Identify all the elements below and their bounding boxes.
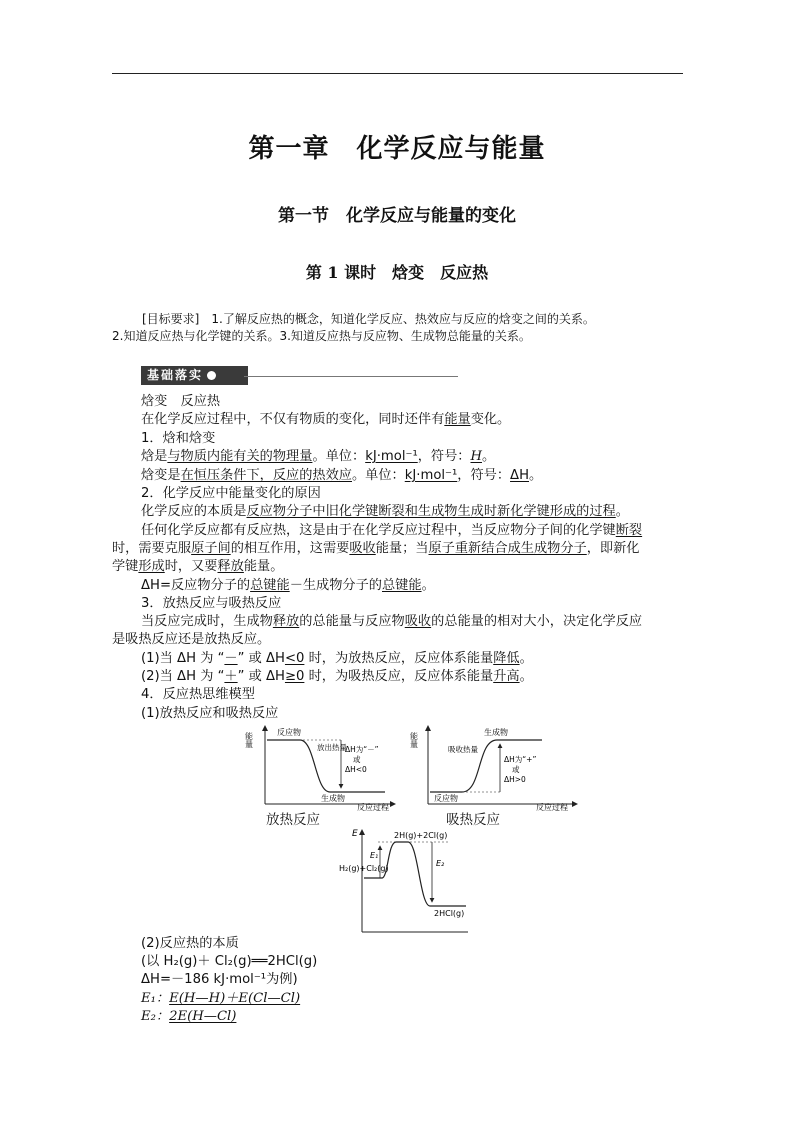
- endo-caption: 吸热反应: [446, 812, 500, 828]
- endo-dh-a: ΔH为“+”: [504, 755, 537, 764]
- delta-h-line: ΔH=－186 kJ·mol⁻¹为例): [141, 972, 298, 987]
- s2-line-4: 学键形成时，又要释放能量。: [112, 559, 284, 574]
- endothermic-diagram: [409, 722, 584, 812]
- chapter-title: 第一章 化学反应与能量: [248, 134, 546, 164]
- heading-main: 焓变 反应热: [141, 394, 221, 409]
- e1-line: E₁：E(H—H)＋E(Cl—Cl): [141, 991, 301, 1006]
- exo-arrow-label: 放出热量: [317, 743, 347, 752]
- s2-line-2: 任何化学反应都有反应热，这是由于在化学反应过程中，当反应物分子间的化学键断裂: [141, 523, 643, 538]
- goal-line-1: [目标要求] 1.了解反应热的概念，知道化学反应、热效应与反应的焓变之间的关系。: [142, 312, 595, 326]
- s4-sub1: (1)放热反应和吸热反应: [141, 706, 279, 721]
- s2-title: 2．化学反应中能量变化的原因: [141, 486, 321, 501]
- exo-dh-b: 或: [353, 755, 361, 764]
- goal-line-2: 2.知道反应热与化学键的关系。3.知道反应热与反应物、生成物总能量的关系。: [112, 329, 531, 343]
- endo-product-label: 生成物: [484, 728, 508, 737]
- lesson-title: 第 1 课时 焓变 反应热: [305, 263, 489, 282]
- goal-label: [目标要求]: [142, 312, 200, 326]
- s4-sub2: (2)反应热的本质: [141, 936, 239, 951]
- hcl-bottom-label: 2HCl(g): [434, 909, 465, 918]
- s2-line-1: 化学反应的本质是反应物分子中旧化学键断裂和生成物生成时新化学键形成的过程。: [141, 504, 629, 519]
- exo-x-label: 反应过程: [357, 803, 389, 812]
- s3-line-1: 当反应完成时，生成物释放的总能量与反应物吸收的总能量的相对大小，决定化学反应: [141, 614, 643, 629]
- banner-rule: [244, 376, 458, 377]
- equation-line: (以 H₂(g)＋ Cl₂(g)══2HCl(g): [141, 954, 318, 969]
- s1-title: 1．焓和焓变: [141, 431, 216, 446]
- endo-reactant-label: 反应物: [434, 794, 458, 803]
- hcl-energy-diagram: [338, 826, 472, 934]
- s3-line-2: 是吸热反应还是放热反应。: [112, 632, 271, 647]
- endo-y-label: 能量: [409, 732, 419, 748]
- s3-line-4: (2)当 ΔH 为 “＋” 或 ΔH≥0 时，为吸热反应，反应体系能量升高。: [141, 669, 533, 684]
- s1-line-1: 焓是与物质内能有关的物理量。单位：kJ·mol⁻¹，符号：H。: [141, 449, 496, 464]
- exo-reactant-label: 反应物: [277, 728, 301, 737]
- endo-arrow-label: 吸收热量: [448, 745, 478, 754]
- hcl-e2-label: E₂: [436, 859, 445, 868]
- exo-product-label: 生成物: [321, 794, 345, 803]
- hcl-e1-label: E₁: [370, 851, 379, 860]
- s3-title: 3．放热反应与吸热反应: [141, 596, 282, 611]
- s2-line-5: ΔH=反应物分子的总键能－生成物分子的总键能。: [141, 578, 435, 593]
- section-banner: 基础落实: [141, 366, 248, 385]
- e2-line: E₂：2E(H—Cl): [141, 1009, 237, 1024]
- exo-caption: 放热反应: [266, 812, 320, 828]
- exo-y-label: 能量: [244, 732, 254, 748]
- exo-dh-c: ΔH<0: [345, 765, 367, 774]
- s3-line-3: (1)当 ΔH 为 “－” 或 ΔH<0 时，为放热反应，反应体系能量降低。: [141, 651, 533, 666]
- intro-line: 在化学反应过程中，不仅有物质的变化，同时还伴有能量变化。: [141, 412, 511, 427]
- section-title: 第一节 化学反应与能量的变化: [278, 206, 516, 226]
- endo-x-label: 反应过程: [536, 803, 568, 812]
- hcl-top-label: 2H(g)+2Cl(g): [394, 831, 448, 840]
- endo-dh-b: 或: [512, 765, 520, 774]
- s2-line-3: 时，需要克服原子间的相互作用，这需要吸收能量；当原子重新结合成生成物分子，即新化: [112, 541, 640, 556]
- hcl-y-label: E: [352, 829, 358, 839]
- exo-dh-a: ΔH为“－”: [345, 745, 379, 754]
- endo-dh-c: ΔH>0: [504, 775, 526, 784]
- s1-line-2: 焓变是在恒压条件下，反应的热效应。单位：kJ·mol⁻¹，符号：ΔH。: [141, 468, 543, 483]
- banner-dot-icon: [207, 371, 216, 380]
- s4-title: 4．反应热思维模型: [141, 687, 255, 702]
- hcl-left-label: H₂(g)+Cl₂(g): [339, 864, 389, 873]
- header-rule: [112, 73, 683, 74]
- hcl-energy-curve: [364, 842, 466, 906]
- endo-energy-curve: [430, 740, 542, 792]
- exothermic-diagram: [245, 722, 405, 810]
